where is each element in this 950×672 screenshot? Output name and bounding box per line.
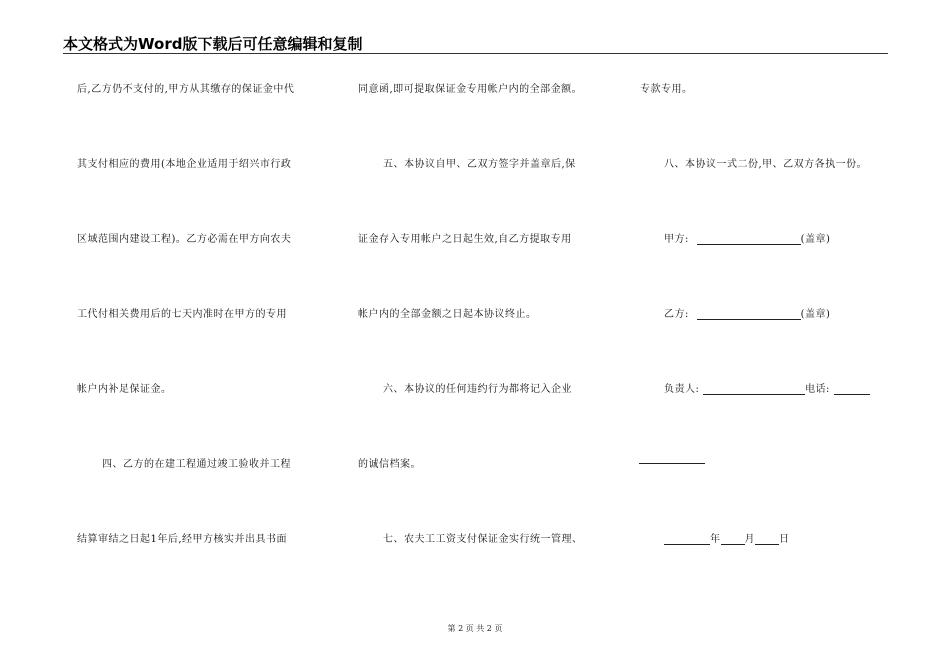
year-blank bbox=[664, 534, 710, 545]
left-line-5: 帐户内补足保证金。 bbox=[77, 384, 172, 395]
middle-line-7: 七、农夫工工资支付保证金实行统一管理、 bbox=[383, 534, 583, 545]
document-header-title: 本文格式为Word版下载后可任意编辑和复制 bbox=[63, 35, 363, 53]
left-line-2: 其支付相应的费用(本地企业适用于绍兴市行政 bbox=[77, 159, 292, 170]
page-number: 第 2 页 共 2 页 bbox=[447, 624, 503, 633]
party-a-label: 甲方: bbox=[664, 234, 689, 245]
middle-line-4: 帐户内的全部金额之日起本协议终止。 bbox=[358, 309, 537, 320]
left-line-1: 后,乙方仍不支付的,甲方从其缴存的保证金中代 bbox=[77, 84, 295, 95]
phone-label: 电话: bbox=[805, 384, 830, 395]
party-b-seal: (盖章) bbox=[800, 309, 831, 320]
left-line-6: 四、乙方的在建工程通过竣工验收并工程 bbox=[102, 459, 291, 470]
right-line-2: 八、本协议一式二份,甲、乙双方各执一份。 bbox=[664, 159, 868, 170]
responsible-label: 负责人: bbox=[664, 384, 700, 395]
right-line-1: 专款专用。 bbox=[640, 84, 693, 95]
middle-line-5: 六、本协议的任何违约行为都将记入企业 bbox=[383, 384, 572, 395]
date-month: 月 bbox=[744, 534, 755, 545]
middle-line-1: 同意函,即可提取保证金专用帐户内的全部金额。 bbox=[358, 84, 583, 95]
party-b-row bbox=[664, 305, 830, 320]
header-divider bbox=[63, 53, 888, 54]
responsible-row bbox=[664, 380, 870, 395]
party-a-row bbox=[664, 230, 830, 245]
middle-line-3: 证金存入专用帐户之日起生效,自乙方提取专用 bbox=[358, 234, 572, 245]
phone-blank bbox=[834, 384, 870, 395]
month-blank bbox=[721, 534, 745, 545]
date-day: 日 bbox=[779, 534, 790, 545]
party-b-signature-blank bbox=[697, 309, 801, 320]
middle-line-6: 的诚信档案。 bbox=[358, 459, 421, 470]
party-a-seal: (盖章) bbox=[800, 234, 831, 245]
left-line-3: 区域范围内建设工程)。乙方必需在甲方向农夫 bbox=[77, 234, 292, 245]
left-line-4: 工代付相关费用后的七天内准时在甲方的专用 bbox=[77, 309, 287, 320]
responsible-blank bbox=[703, 384, 805, 395]
day-blank bbox=[755, 534, 779, 545]
middle-line-2: 五、本协议自甲、乙双方签字并盖章后,保 bbox=[383, 159, 576, 170]
date-row bbox=[664, 530, 790, 545]
continuation-line bbox=[639, 463, 705, 464]
left-line-7: 结算审结之日起1年后,经甲方核实并出具书面 bbox=[77, 534, 288, 545]
party-b-label: 乙方: bbox=[664, 309, 689, 320]
party-a-signature-blank bbox=[697, 234, 801, 245]
date-year: 年 bbox=[710, 534, 721, 545]
